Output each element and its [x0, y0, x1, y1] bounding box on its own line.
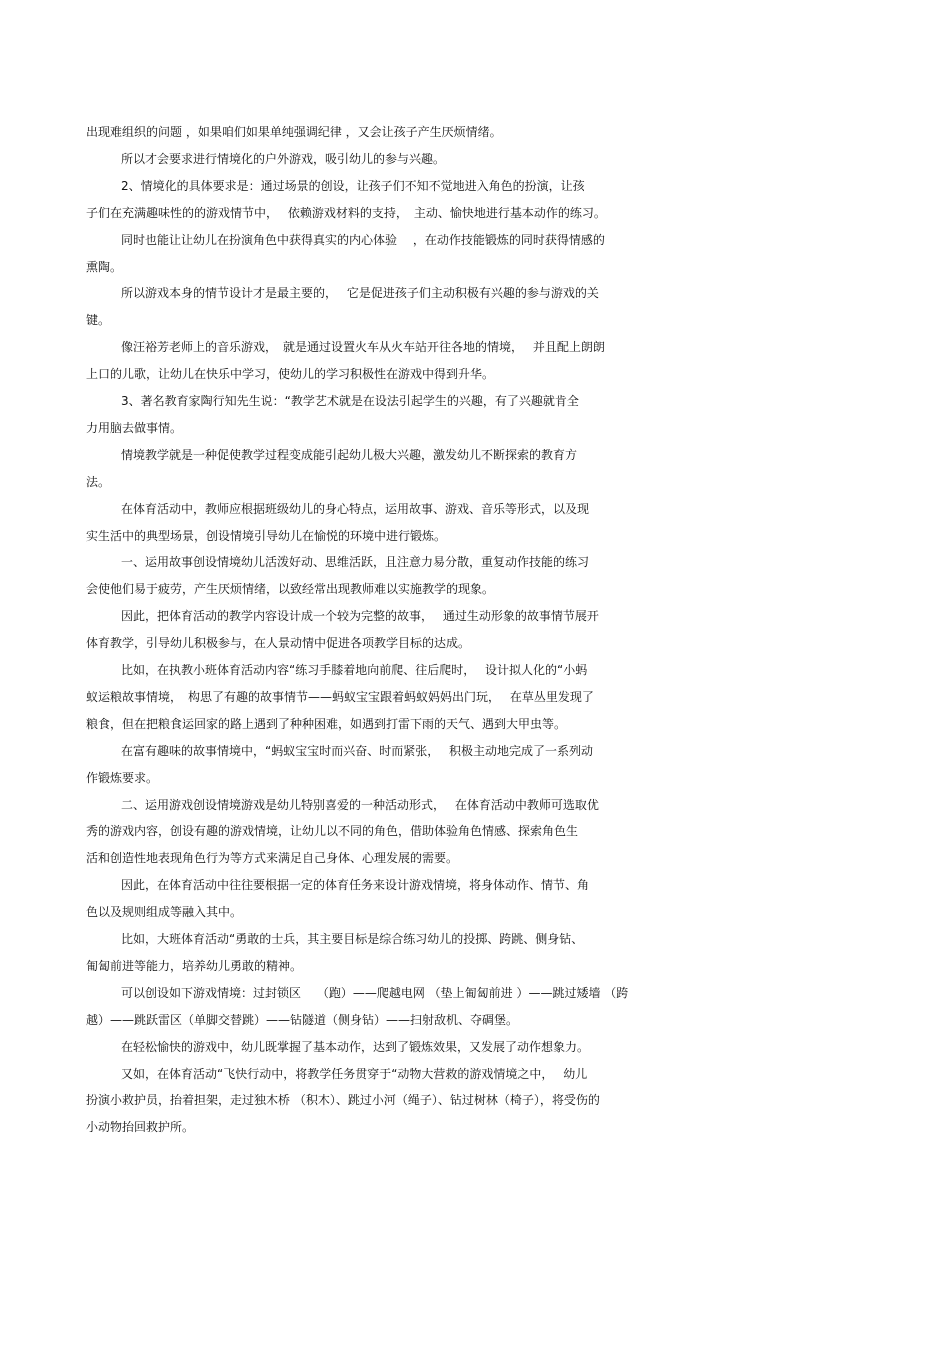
text-line: 小动物抬回救护所。 — [86, 1120, 195, 1134]
text-line: 因此，把体育活动的教学内容设计成一个较为完整的故事， 通过生动形象的故事情节展开 — [121, 609, 599, 623]
text-line: 情境教学就是一种促使教学过程变成能引起幼儿极大兴趣，激发幼儿不断探索的教育方 — [121, 448, 578, 462]
text-line: 色以及规则组成等融入其中。 — [86, 905, 243, 919]
text-line: 一、运用故事创设情境幼儿活泼好动、思维活跃，且注意力易分散，重复动作技能的练习 — [121, 555, 590, 569]
text-line: 力用脑去做事情。 — [86, 421, 183, 435]
text-line: 越）——跳跃雷区（单脚交替跳）——钻隧道（侧身钻）——扫射敌机、夺碉堡。 — [86, 1013, 519, 1027]
text-line: 在轻松愉快的游戏中，幼儿既掌握了基本动作，达到了锻炼效果，又发展了动作想象力。 — [121, 1040, 590, 1054]
text-line: 键。 — [86, 313, 111, 327]
text-line: 2、情境化的具体要求是：通过场景的创设，让孩子们不知不觉地进入角色的扮演，让孩 — [121, 179, 585, 193]
text-line: 比如，在执教小班体育活动内容“练习手膝着地向前爬、往后爬时， 设计拟人化的“小蚂 — [121, 663, 588, 677]
text-line: 子们在充满趣味性的的游戏情节中， 依赖游戏材料的支持， 主动、愉快地进行基本动作的练习。 — [86, 206, 606, 220]
text-line: 在富有趣味的故事情境中，“蚂蚁宝宝时而兴奋、时而紧张， 积极主动地完成了一系列动 — [121, 744, 594, 758]
text-line: 会使他们易于疲劳，产生厌烦情绪，以致经常出现教师难以实施教学的现象。 — [86, 582, 495, 596]
text-line: 同时也能让让幼儿在扮演角色中获得真实的内心体验 ，在动作技能锻炼的同时获得情感的 — [121, 233, 605, 247]
text-line: 3、著名教育家陶行知先生说：“教学艺术就是在设法引起学生的兴趣，有了兴趣就肯全 — [121, 394, 579, 408]
text-line: 实生活中的典型场景，创设情境引导幼儿在愉悦的环境中进行锻炼。 — [86, 529, 447, 543]
text-line: 粮食，但在把粮食运回家的路上遇到了种种困难，如遇到打雷下雨的天气、遇到大甲虫等。 — [86, 717, 567, 731]
text-line: 所以才会要求进行情境化的户外游戏，吸引幼儿的参与兴趣。 — [121, 152, 446, 166]
text-line: 又如，在体育活动“飞快行动中，将教学任务贯穿于“动物大营救的游戏情境之中， 幼儿 — [121, 1067, 588, 1081]
text-line: 上口的儿歌，让幼儿在快乐中学习，使幼儿的学习积极性在游戏中得到升华。 — [86, 367, 495, 381]
text-line: 在体育活动中，教师应根据班级幼儿的身心特点，运用故事、游戏、音乐等形式，以及现 — [121, 502, 590, 516]
text-line: 出现难组织的问题 ，如果咱们如果单纯强调纪律 ，又会让孩子产生厌烦情绪。 — [86, 125, 502, 139]
text-line: 因此，在体育活动中往往要根据一定的体育任务来设计游戏情境，将身体动作、情节、角 — [121, 878, 590, 892]
text-line: 法。 — [86, 475, 111, 489]
text-line: 扮演小救护员，抬着担架，走过独木桥 （积木）、跳过小河（绳子）、钻过树林（椅子），将受伤的 — [86, 1093, 600, 1107]
text-line: 蚁运粮故事情境， 构思了有趣的故事情节——蚂蚁宝宝跟着蚂蚁妈妈出门玩， 在草丛里发现了 — [86, 690, 594, 704]
text-line: 活和创造性地表现角色行为等方式来满足自己身体、心理发展的需要。 — [86, 851, 459, 865]
text-line: 比如，大班体育活动“勇敢的士兵，其主要目标是综合练习幼儿的投掷、跨跳、侧身钻、 — [121, 932, 584, 946]
text-line: 匍匐前进等能力，培养幼儿勇敢的精神。 — [86, 959, 303, 973]
text-line: 所以游戏本身的情节设计才是最主要的， 它是促进孩子们主动积极有兴趣的参与游戏的关 — [121, 286, 599, 300]
text-line: 熏陶。 — [86, 260, 123, 274]
text-line: 二、运用游戏创设情境游戏是幼儿特别喜爱的一种活动形式， 在体育活动中教师可选取优 — [121, 798, 599, 812]
text-line: 秀的游戏内容，创设有趣的游戏情境，让幼儿以不同的角色，借助体验角色情感、探索角色生 — [86, 824, 579, 838]
text-line: 像汪裕芳老师上的音乐游戏， 就是通过设置火车从火车站开往各地的情境， 并且配上朗朗 — [121, 340, 605, 354]
text-line: 作锻炼要求。 — [86, 771, 159, 785]
text-line: 可以创设如下游戏情境：过封锁区 （跑）——爬越电网 （垫上匍匐前进 ）——跳过矮墙 （跨 — [121, 986, 629, 1000]
text-line: 体育教学，引导幼儿积极参与，在人景动情中促进各项教学目标的达成。 — [86, 636, 471, 650]
